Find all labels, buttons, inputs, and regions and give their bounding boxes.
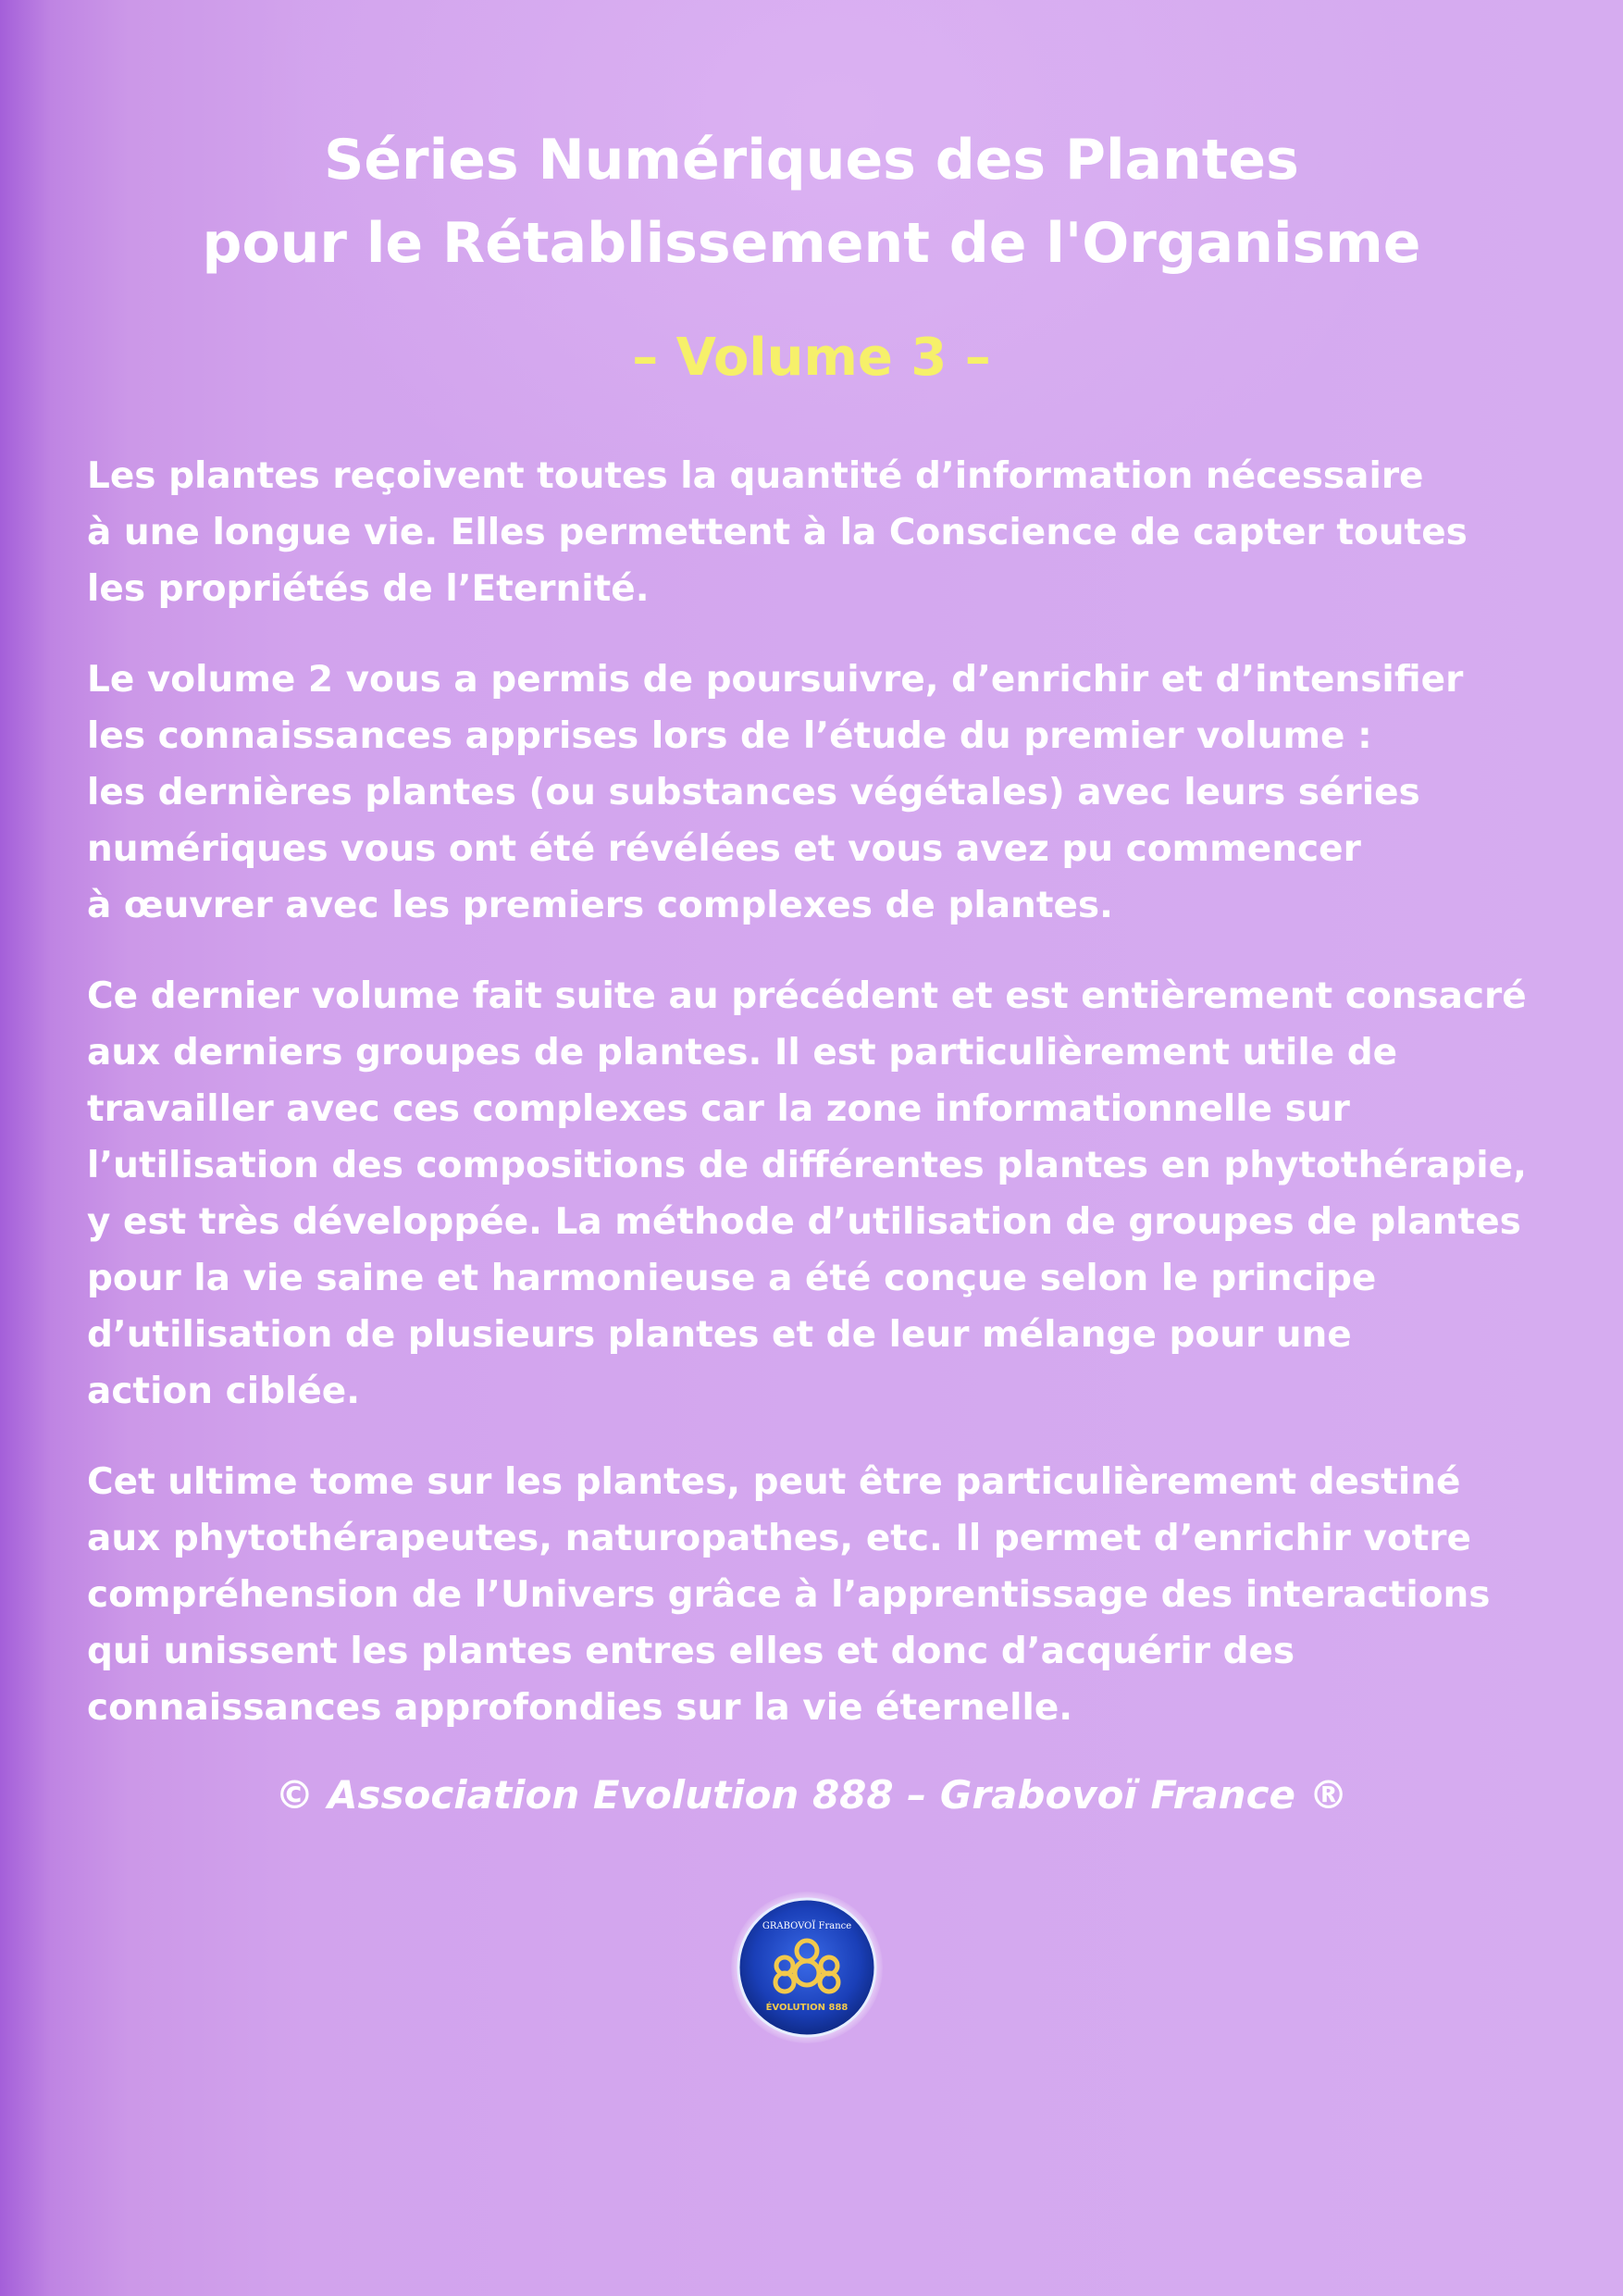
paragraph-line: les dernières plantes (ou substances végétales) avec leurs séries	[87, 772, 1420, 813]
paragraph-line: Le volume 2 vous a permis de poursuivre, d’enrichir et d’intensifier	[87, 659, 1464, 701]
paragraph-line: travailler avec ces complexes car la zone informationnelle sur	[87, 1088, 1350, 1130]
paragraph-1	[87, 448, 1586, 617]
title-line-2: pour le Rétablissement de l'Organisme	[202, 211, 1421, 276]
paragraph-line: y est très développée. La méthode d’utilisation de groupes de plantes	[87, 1201, 1521, 1243]
paragraph-line: à une longue vie. Elles permettent à la Conscience de capter toutes	[87, 512, 1468, 553]
paragraph-line: les connaissances apprises lors de l’étude du premier volume :	[87, 715, 1372, 757]
title-line-1: Séries Numériques des Plantes	[324, 128, 1299, 192]
paragraph-4	[87, 1454, 1586, 1736]
logo-glow	[731, 1892, 883, 2043]
paragraph-line: à œuvrer avec les premiers complexes de plantes.	[87, 885, 1113, 926]
paragraph-line: l’utilisation des compositions de différentes plantes en phytothérapie,	[87, 1145, 1527, 1186]
description-body	[87, 448, 1586, 1770]
paragraph-line: pour la vie saine et harmonieuse a été conçue selon le principe	[87, 1258, 1377, 1299]
paragraph-3	[87, 968, 1586, 1420]
paragraph-line: numériques vous ont été révélées et vous avez pu commencer	[87, 828, 1361, 870]
paragraph-line: les propriétés de l’Eternité.	[87, 568, 650, 610]
paragraph-line: aux phytothérapeutes, naturopathes, etc. Il permet d’enrichir votre	[87, 1518, 1471, 1559]
paragraph-line: aux derniers groupes de plantes. Il est particulièrement utile de	[87, 1032, 1398, 1074]
page-title	[0, 118, 1623, 285]
volume-label: – Volume 3 –	[632, 328, 991, 388]
paragraph-line: Ce dernier volume fait suite au précédent et est entièrement consacré	[87, 975, 1527, 1017]
paragraph-line: Les plantes reçoivent toutes la quantité d’information nécessaire	[87, 455, 1424, 497]
paragraph-line: Cet ultime tome sur les plantes, peut être particulièrement destiné	[87, 1461, 1461, 1503]
paragraph-2	[87, 652, 1586, 934]
paragraph-line: action ciblée.	[87, 1371, 361, 1412]
paragraph-line: connaissances approfondies sur la vie éternelle.	[87, 1687, 1073, 1729]
paragraph-line: d’utilisation de plusieurs plantes et de leur mélange pour une	[87, 1314, 1352, 1356]
paragraph-line: compréhension de l’Univers grâce à l’apprentissage des interactions	[87, 1574, 1491, 1616]
paragraph-line: qui unissent les plantes entres elles et donc d’acquérir des	[87, 1631, 1295, 1672]
copyright-notice: © Association Evolution 888 – Grabovoï France ®	[275, 1772, 1348, 1818]
evolution-888-logo	[731, 1892, 883, 2043]
logo-bottom-text: ÉVOLUTION 888	[765, 2003, 849, 2013]
logo-top-text: GRABOVOÏ France	[762, 1921, 852, 1931]
